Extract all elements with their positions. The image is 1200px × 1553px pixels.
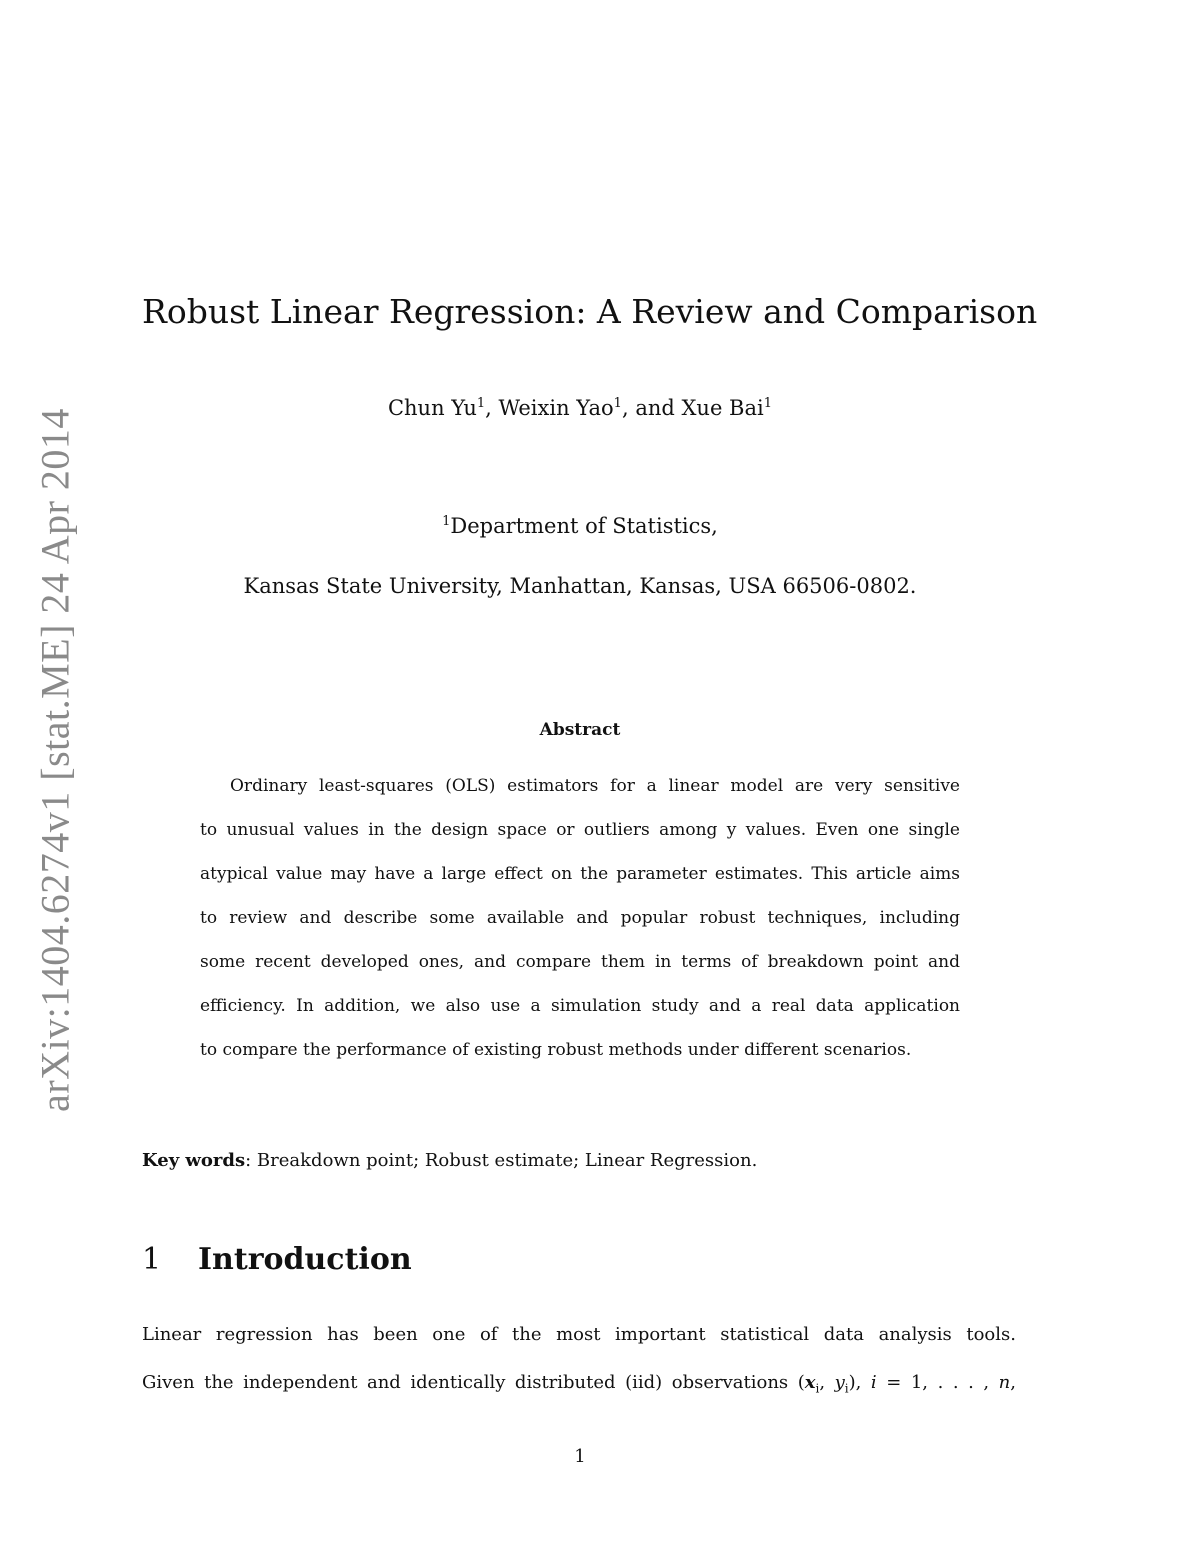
- paper-title: Robust Linear Regression: A Review and Comparison: [142, 292, 1038, 331]
- keywords-text: : Breakdown point; Robust estimate; Linear Regression.: [245, 1150, 758, 1171]
- abstract-line: some recent developed ones, and compare them in terms of breakdown point and: [200, 952, 960, 972]
- math-symbol: x: [804, 1372, 816, 1393]
- affiliation-mark: 1: [613, 396, 622, 411]
- author-name: and Xue Bai: [635, 396, 764, 420]
- abstract-line: to unusual values in the design space or outliers among y values. Even one single: [200, 820, 960, 840]
- abstract-line: Ordinary least-squares (OLS) estimators for a linear model are very sensitive: [230, 776, 960, 796]
- section-heading: [142, 1242, 412, 1277]
- affiliation-mark: 1: [763, 396, 773, 411]
- math-symbol: y: [834, 1372, 845, 1393]
- math-subscript: i: [844, 1381, 849, 1396]
- body-text-fragment: ),: [848, 1372, 871, 1393]
- math-symbol: i: [870, 1372, 877, 1393]
- body-text-fragment: ,: [819, 1372, 835, 1393]
- page-number: 1: [574, 1446, 586, 1467]
- section-number: 1: [142, 1242, 162, 1277]
- author-name: Chun Yu: [387, 396, 477, 420]
- abstract-heading: Abstract: [539, 720, 621, 740]
- affiliation-department: [0, 514, 1160, 538]
- body-text-fragment: ,: [1010, 1372, 1016, 1393]
- abstract-line: efficiency. In addition, we also use a simulation study and a real data application: [200, 996, 960, 1016]
- abstract-line: atypical value may have a large effect on the parameter estimates. This article aims: [200, 864, 960, 884]
- affiliation-address: Kansas State University, Manhattan, Kansas, USA 66506-0802.: [243, 574, 917, 598]
- math-symbol: n: [998, 1372, 1011, 1393]
- affiliation-mark: 1: [476, 396, 486, 411]
- abstract-line: to compare the performance of existing robust methods under different scenarios.: [200, 1040, 912, 1060]
- author-list: [0, 396, 1160, 420]
- section-title: Introduction: [198, 1242, 412, 1277]
- body-text-fragment: = 1, . . . ,: [876, 1372, 999, 1393]
- body-text-line: [142, 1372, 1016, 1396]
- keywords-line: [142, 1150, 757, 1171]
- body-text-fragment: Given the independent and identically distributed (iid) observations (: [142, 1372, 805, 1393]
- keywords-label: Key words: [142, 1150, 246, 1171]
- author-name: Weixin Yao: [498, 396, 614, 420]
- body-text-line: Linear regression has been one of the most important statistical data analysis tools.: [142, 1324, 1016, 1345]
- affiliation-mark: 1: [442, 514, 451, 529]
- math-subscript: i: [815, 1381, 820, 1396]
- author-separator: ,: [485, 396, 499, 420]
- abstract-line: to review and describe some available and popular robust techniques, including: [200, 908, 960, 928]
- arxiv-identifier-stamp: arXiv:1404.6274v1 [stat.ME] 24 Apr 2014: [32, 408, 78, 1112]
- author-separator: ,: [621, 396, 636, 420]
- affiliation-department-text: Department of Statistics,: [450, 514, 718, 538]
